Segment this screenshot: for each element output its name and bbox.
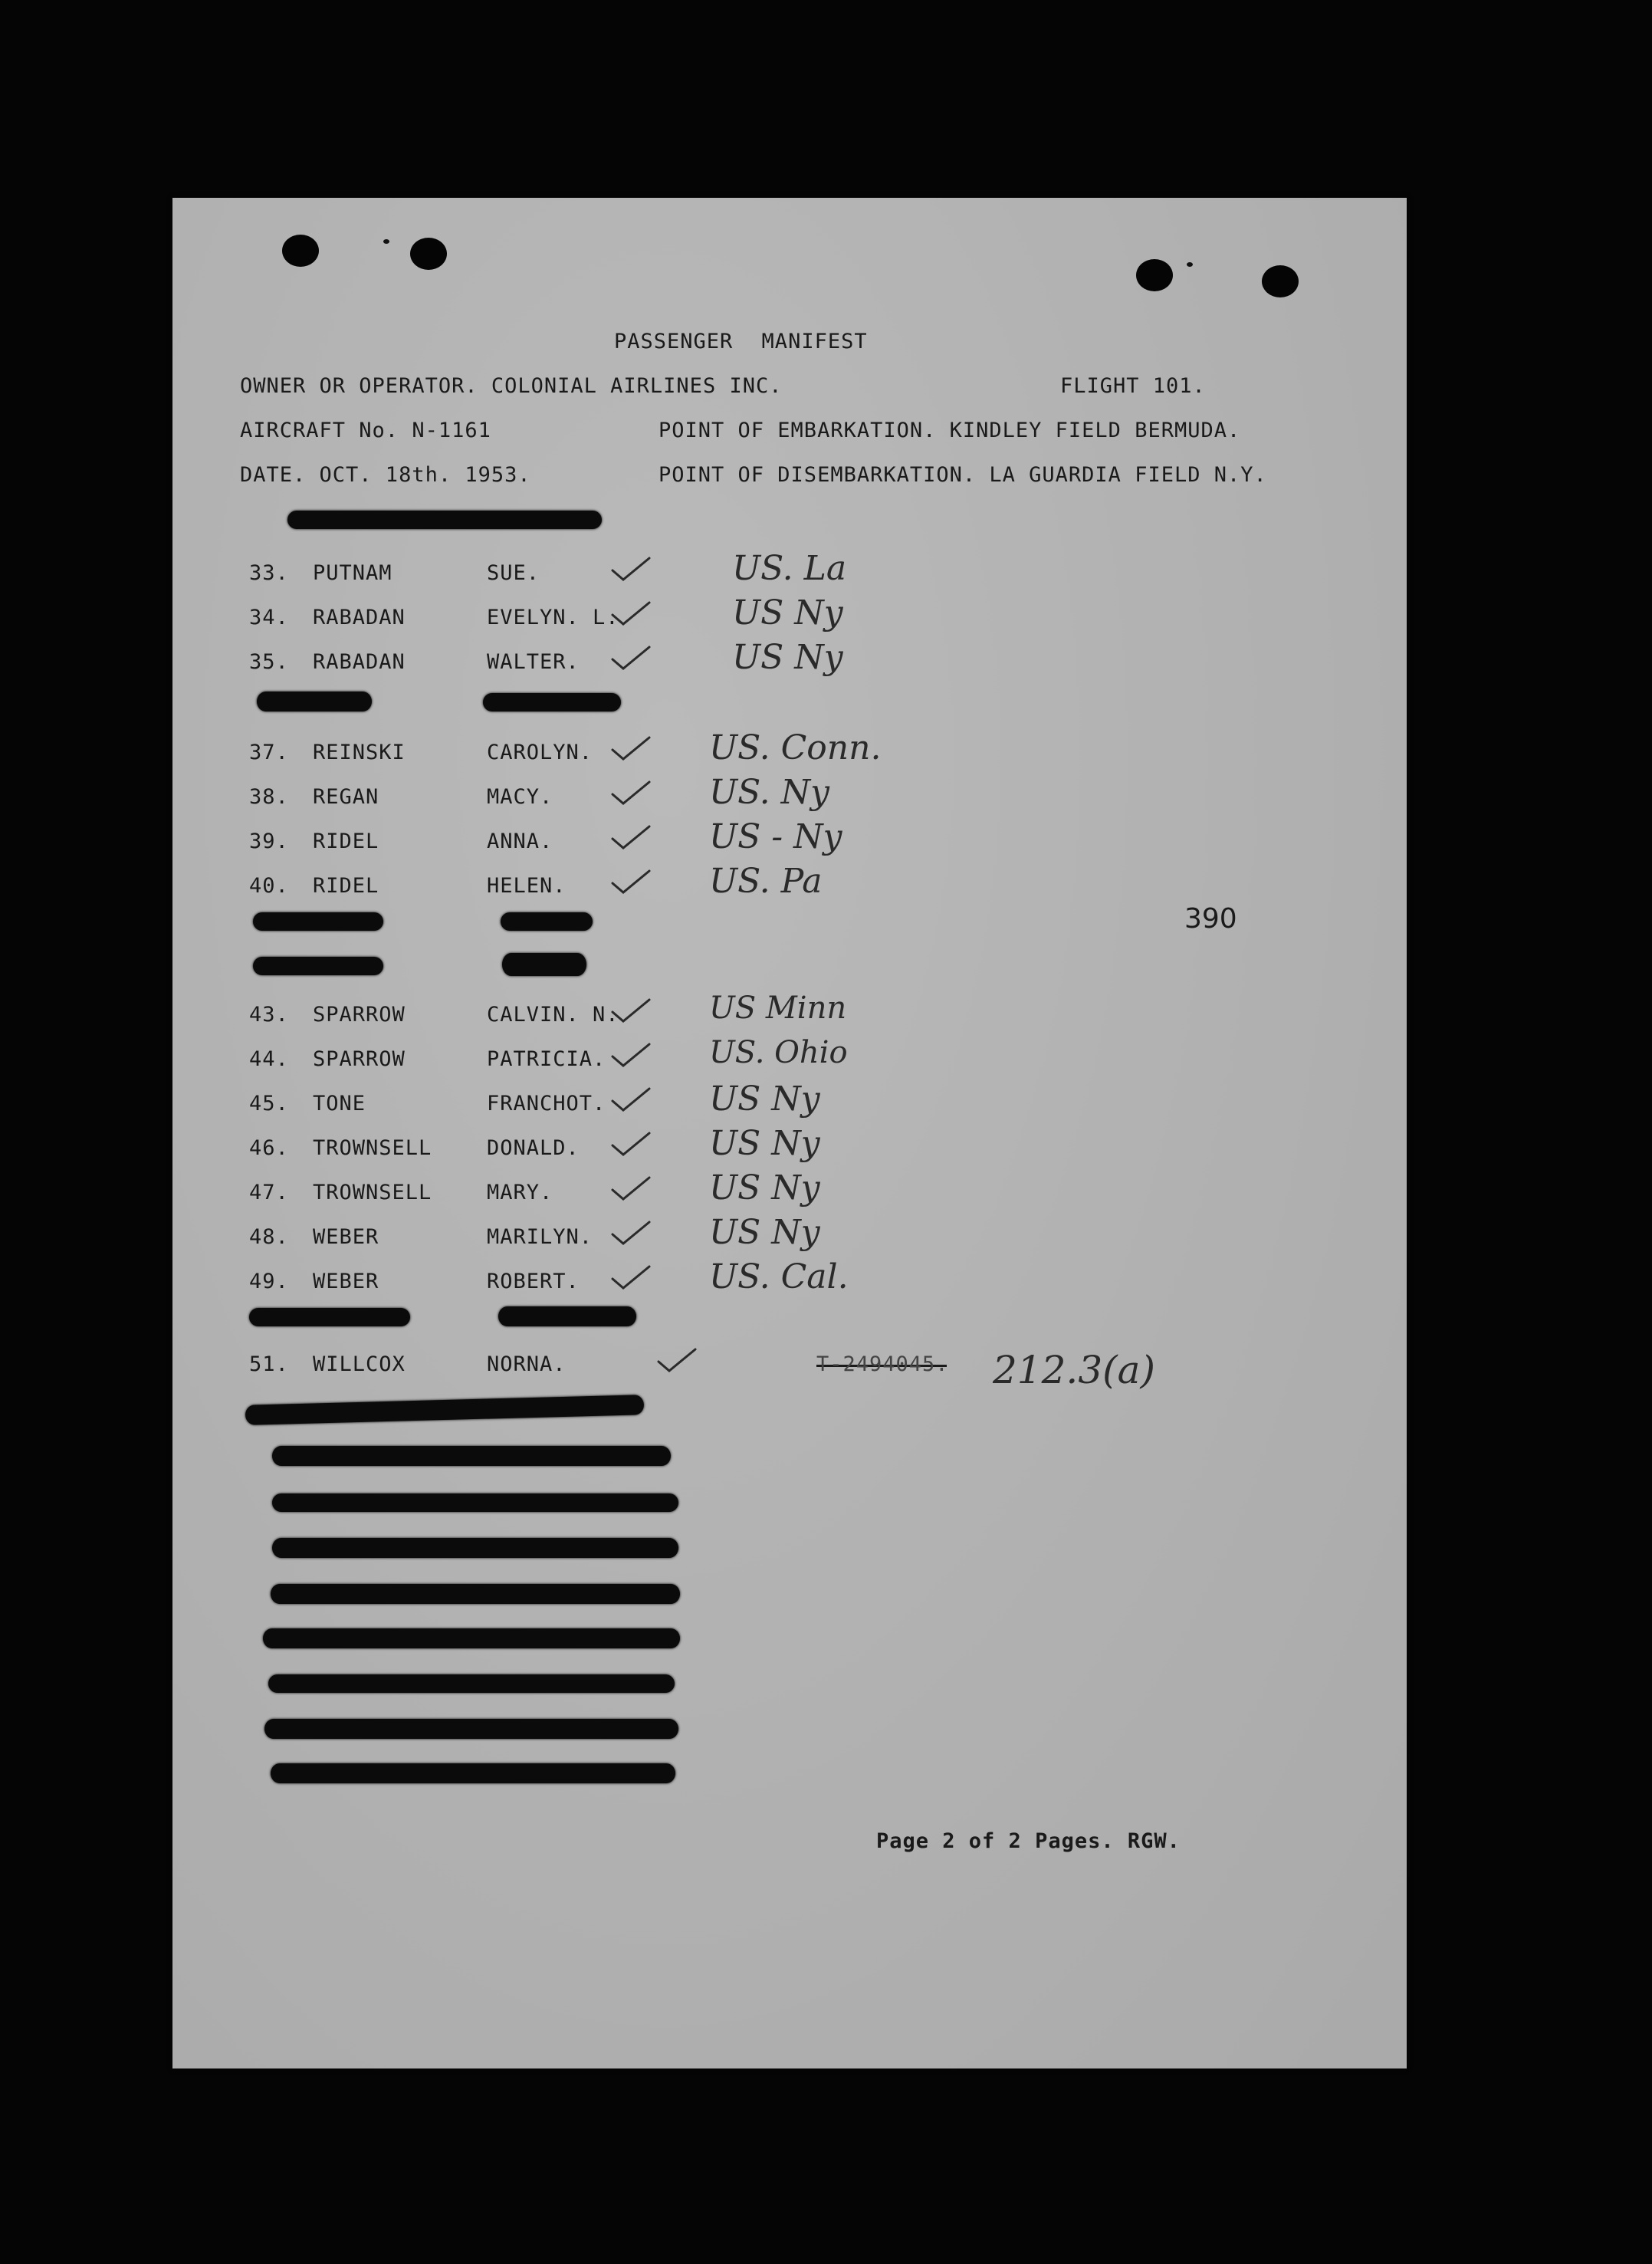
speck	[1187, 262, 1193, 267]
passenger-number: 39.	[249, 830, 289, 853]
redacted-row	[264, 1719, 678, 1739]
handwritten-note: US - Ny	[709, 817, 842, 856]
check-mark-icon	[609, 642, 652, 673]
passenger-surname: RABADAN	[313, 606, 406, 629]
passenger-number: 45.	[249, 1092, 289, 1116]
punch-hole	[1136, 259, 1173, 291]
redacted-row	[483, 693, 621, 711]
page-footer: Page 2 of 2 Pages. RGW.	[876, 1829, 1181, 1853]
redacted-row	[271, 1584, 680, 1604]
check-mark-icon	[609, 1129, 652, 1159]
passenger-given-name: MACY.	[487, 785, 553, 809]
handwritten-note: US Ny	[709, 1168, 820, 1208]
margin-number: 390	[1184, 903, 1237, 935]
passenger-number: 43.	[249, 1003, 289, 1027]
redacted-row	[249, 1308, 410, 1326]
handwritten-note: US. Cal.	[709, 1257, 849, 1296]
point-of-embarkation: POINT OF EMBARKATION. KINDLEY FIELD BERMUDA.	[659, 419, 1241, 442]
check-mark-icon	[609, 1084, 652, 1115]
speck	[383, 239, 389, 244]
check-mark-icon	[609, 598, 652, 629]
passenger-given-name: SUE.	[487, 561, 540, 585]
redacted-row	[501, 912, 593, 931]
handwritten-note: US Ny	[732, 638, 843, 677]
passenger-given-name: EVELYN. L.	[487, 606, 619, 629]
check-mark-icon	[655, 1345, 698, 1375]
check-mark-icon	[609, 733, 652, 764]
passenger-surname: WEBER	[313, 1270, 379, 1293]
redacted-row	[272, 1538, 678, 1558]
handwritten-note: US. Conn.	[709, 728, 882, 767]
handwritten-note: US Ny	[732, 593, 843, 633]
handwritten-note: US Ny	[709, 1079, 820, 1119]
check-mark-icon	[609, 1217, 652, 1248]
redacted-row	[268, 1674, 675, 1693]
check-mark-icon	[609, 995, 652, 1026]
check-mark-icon	[609, 1040, 652, 1070]
passenger-given-name: WALTER.	[487, 650, 580, 674]
passenger-given-name: MARY.	[487, 1181, 553, 1204]
redacted-row	[272, 1446, 671, 1466]
handwritten-note: US Ny	[709, 1124, 820, 1163]
passenger-number: 47.	[249, 1181, 289, 1204]
redacted-row	[272, 1493, 678, 1512]
check-mark-icon	[609, 866, 652, 897]
passenger-number: 33.	[249, 561, 289, 585]
check-mark-icon	[609, 1262, 652, 1293]
passenger-given-name: ROBERT.	[487, 1270, 580, 1293]
handwritten-note: T-2494045.	[816, 1352, 949, 1376]
passenger-surname: RABADAN	[313, 650, 406, 674]
passenger-given-name: ANNA.	[487, 830, 553, 853]
manifest-date: DATE. OCT. 18th. 1953.	[240, 463, 531, 487]
passenger-given-name: PATRICIA.	[487, 1047, 606, 1071]
passenger-surname: WILLCOX	[313, 1352, 406, 1376]
redacted-row	[498, 1306, 636, 1326]
flight-number: FLIGHT 101.	[1060, 374, 1206, 398]
passenger-given-name: DONALD.	[487, 1136, 580, 1160]
redacted-row	[287, 511, 602, 529]
manifest-title: PASSENGER MANIFEST	[614, 330, 868, 353]
handwritten-note: US. La	[732, 549, 847, 588]
passenger-number: 37.	[249, 741, 289, 764]
punch-hole	[410, 238, 447, 270]
passenger-given-name: MARILYN.	[487, 1225, 593, 1249]
passenger-surname: PUTNAM	[313, 561, 392, 585]
redacted-row	[263, 1628, 680, 1648]
passenger-surname: RIDEL	[313, 874, 379, 898]
redacted-row	[502, 953, 586, 976]
passenger-surname: RIDEL	[313, 830, 379, 853]
redacted-row	[245, 1395, 645, 1425]
passenger-surname: SPARROW	[313, 1047, 406, 1071]
handwritten-note: US Ny	[709, 1213, 820, 1252]
aircraft-number: AIRCRAFT No. N-1161	[240, 419, 491, 442]
passenger-number: 40.	[249, 874, 289, 898]
passenger-number: 38.	[249, 785, 289, 809]
passenger-surname: TONE	[313, 1092, 366, 1116]
check-mark-icon	[609, 777, 652, 808]
punch-hole	[282, 235, 319, 267]
passenger-given-name: CAROLYN.	[487, 741, 593, 764]
check-mark-icon	[609, 554, 652, 584]
redacted-row	[271, 1763, 675, 1783]
point-of-disembarkation: POINT OF DISEMBARKATION. LA GUARDIA FIELD N.Y.	[659, 463, 1267, 487]
passenger-surname: TROWNSELL	[313, 1136, 432, 1160]
passenger-surname: REINSKI	[313, 741, 406, 764]
passenger-surname: WEBER	[313, 1225, 379, 1249]
handwritten-note: US. Pa	[709, 862, 823, 901]
passenger-number: 35.	[249, 650, 289, 674]
check-mark-icon	[609, 822, 652, 853]
redacted-row	[253, 957, 383, 975]
passenger-given-name: FRANCHOT.	[487, 1092, 606, 1116]
passenger-given-name: HELEN.	[487, 874, 567, 898]
passenger-number: 46.	[249, 1136, 289, 1160]
handwritten-note: US. Ohio	[709, 1035, 848, 1070]
punch-hole	[1262, 265, 1299, 297]
check-mark-icon	[609, 1173, 652, 1204]
passenger-number: 48.	[249, 1225, 289, 1249]
passenger-surname: SPARROW	[313, 1003, 406, 1027]
redacted-row	[257, 692, 372, 711]
passenger-number: 34.	[249, 606, 289, 629]
passenger-number: 49.	[249, 1270, 289, 1293]
passenger-surname: TROWNSELL	[313, 1181, 432, 1204]
passenger-given-name: CALVIN. N.	[487, 1003, 619, 1027]
redacted-row	[253, 912, 383, 931]
passenger-surname: REGAN	[313, 785, 379, 809]
handwritten-note: US Minn	[709, 991, 847, 1026]
owner-operator: OWNER OR OPERATOR. COLONIAL AIRLINES INC.	[240, 374, 783, 398]
handwritten-note: US. Ny	[709, 773, 829, 812]
willcox-handwritten-code: 212.3(a)	[993, 1348, 1155, 1392]
passenger-number: 51.	[249, 1352, 289, 1376]
manifest-page	[172, 198, 1407, 2068]
passenger-number: 44.	[249, 1047, 289, 1071]
passenger-given-name: NORNA.	[487, 1352, 567, 1376]
